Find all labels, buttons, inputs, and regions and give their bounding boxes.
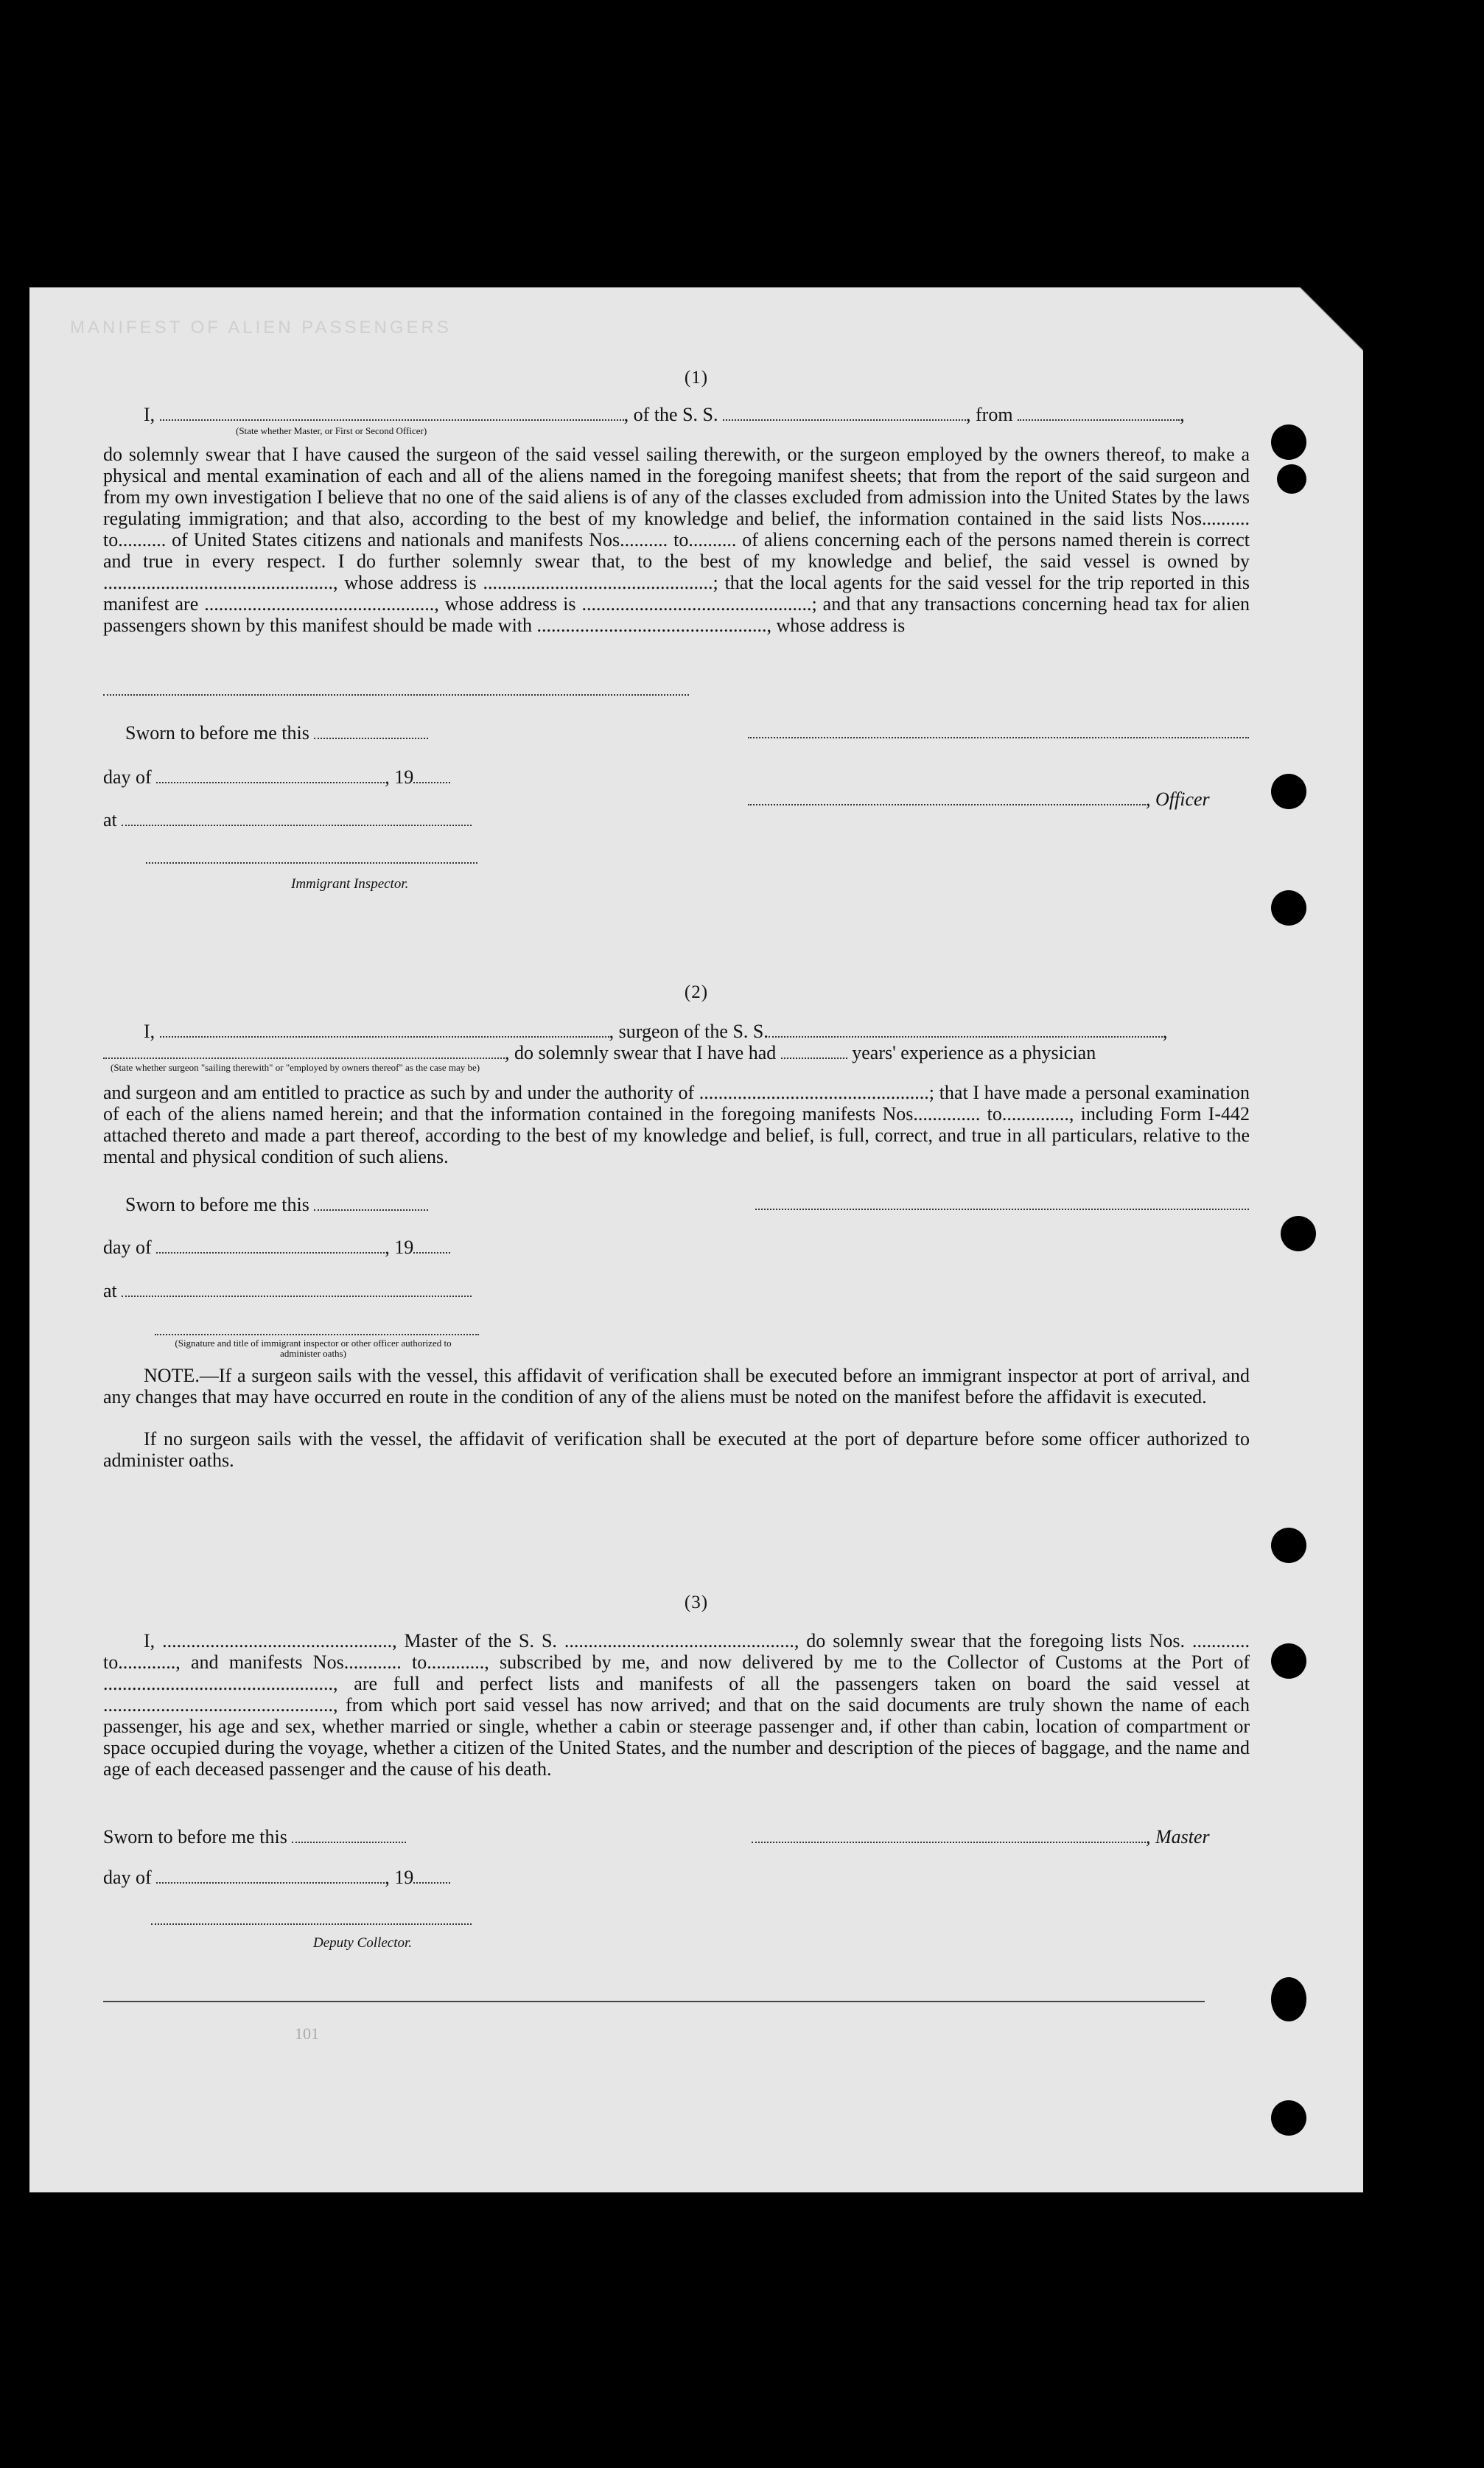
- s2-years-field[interactable]: [781, 1044, 847, 1059]
- s2-year-label: , 19: [385, 1237, 414, 1258]
- s1-vessel-field[interactable]: [723, 406, 966, 421]
- s3-year-label: , 19: [385, 1867, 414, 1888]
- punch-hole: [1271, 1643, 1306, 1679]
- punch-hole: [1271, 774, 1306, 809]
- s2-note-paragraph-2: If no surgeon sails with the vessel, the affidavit of verification shall be executed at the port of departure before some officer authorized to administer oaths.: [103, 1428, 1250, 1471]
- s3-master-label: , Master: [1146, 1826, 1210, 1847]
- s1-officer-note: (State whether Master, or First or Second Officer): [236, 425, 427, 436]
- s1-of-ss-label: , of the S. S.: [623, 404, 718, 425]
- s1-year-label: , 19: [385, 766, 414, 788]
- s1-day-line: [103, 766, 450, 788]
- s3-year-field[interactable]: [413, 1869, 450, 1884]
- s2-surgeon-signature-field[interactable]: [755, 1209, 1249, 1210]
- s3-deputy-signature-field[interactable]: [151, 1923, 472, 1925]
- s1-sworn-date-field[interactable]: [314, 724, 428, 739]
- s2-capacity-note: (State whether surgeon "sailing therewith" or "employed by owners thereof" as the case may be): [111, 1062, 480, 1073]
- s2-day-label: day of: [103, 1237, 152, 1258]
- s1-sworn-label: Sworn to before me this: [125, 722, 309, 744]
- faint-stamp: 101: [295, 2024, 319, 2043]
- s3-day-line: [103, 1867, 450, 1888]
- s1-line1: [144, 404, 1185, 425]
- s1-officer-title-field[interactable]: [748, 791, 1146, 805]
- s3-master-line: [752, 1826, 1210, 1847]
- s1-at-line: [103, 809, 472, 831]
- s2-capacity-field[interactable]: [103, 1044, 505, 1059]
- s3-day-field[interactable]: [156, 1869, 385, 1884]
- manifest-affidavit-page: [29, 287, 1363, 2192]
- s3-sworn-line: [103, 1826, 406, 1847]
- section-1-number: (1): [684, 368, 709, 388]
- s2-swear-label: , do solemnly swear that I have had: [505, 1042, 777, 1063]
- section-3-number: (3): [684, 1593, 709, 1612]
- s2-i-label: I,: [144, 1021, 155, 1042]
- s1-sworn-line: [125, 722, 428, 744]
- s1-day-label: day of: [103, 766, 152, 788]
- s2-at-label: at: [103, 1280, 117, 1301]
- punch-hole: [1271, 1528, 1306, 1563]
- s3-deputy-label: Deputy Collector.: [313, 1935, 413, 1951]
- s2-vessel-field[interactable]: [769, 1023, 1163, 1038]
- s3-day-label: day of: [103, 1867, 152, 1888]
- faint-bleed-through-header: MANIFEST OF ALIEN PASSENGERS: [70, 318, 452, 338]
- s1-inspector-label: Immigrant Inspector.: [291, 876, 409, 892]
- s1-at-label: at: [103, 809, 117, 831]
- s2-inspector-signature-field[interactable]: [155, 1334, 479, 1335]
- s2-signature-note: (Signature and title of immigrant inspector or other officer authorized to administer oaths): [175, 1338, 452, 1359]
- s1-officer-label: , Officer: [1146, 789, 1210, 810]
- s2-at-field[interactable]: [122, 1282, 472, 1297]
- s1-address-continuation-field[interactable]: [103, 694, 689, 696]
- s2-note-paragraph: NOTE.—If a surgeon sails with the vessel, this affidavit of verification shall be executed before an immigrant inspector at port of arrival, and any changes that may have occurred en route in the condition of any of the aliens must be noted on the manifest before the affidavit is executed.: [103, 1365, 1250, 1408]
- s3-sworn-label: Sworn to before me this: [103, 1826, 287, 1847]
- punch-hole: [1271, 424, 1306, 460]
- s1-comma: ,: [1180, 404, 1185, 425]
- s2-day-field[interactable]: [156, 1239, 385, 1254]
- s3-sworn-date-field[interactable]: [292, 1828, 406, 1843]
- s2-line2: [103, 1042, 1096, 1063]
- s1-body: do solemnly swear that I have caused the surgeon of the said vessel sailing therewith, or the surgeon employed by the owners thereof, to make a physical and mental examination of each and all of the aliens named in the foregoing manifest sheets; that from the report of the said surgeon and from my own investigation I believe that no one of the said aliens is of any of the classes excluded from admission into the United States by the laws regulating immigration; and that also, according to the best of my knowledge and belief, the information contained in the said lists Nos.......... to.......... of United States citizens and nationals and manifests Nos.......... to.......... of aliens concerning each of the persons named therein is correct and true in every respect. I do further solemnly swear that, to the best of my knowledge and belief, the said vessel is owned by ................................................, whose address is ................................................; that the local agents for the said vessel for the trip reported in this manifest are ................................................, whose address is ................................................; and that any transactions concerning head tax for alien passengers shown by this manifest should be made with ................................................, whose address is: [103, 444, 1250, 636]
- s1-at-field[interactable]: [122, 811, 472, 826]
- punch-hole: [1281, 1216, 1316, 1251]
- s3-master-signature-field[interactable]: [752, 1828, 1146, 1843]
- s1-year-field[interactable]: [413, 769, 450, 783]
- s3-body: I, ................................................, Master of the S. S. ................................................, do solemnly swear that the foregoing lists Nos. ............ to............, and manifests Nos............ to............, subscribed by me, and now delivered by me to the Collector of Customs at the Port of ................................................, are full and perfect lists and manifests of all the passengers taken on board the said vessel at ................................................, from which port said vessel has now arrived; and that on the said documents are truly shown the name of each passenger, his age and sex, whether married or single, whether a cabin or steerage passenger and, if other than cabin, location of compartment or space occupied during the voyage, whether a citizen of the United States, and the number and description of the pieces of baggage, and the name and age of each deceased passenger and the cause of his death.: [103, 1630, 1250, 1780]
- s2-sworn-line: [125, 1194, 428, 1215]
- s2-sworn-date-field[interactable]: [314, 1196, 428, 1211]
- s1-day-field[interactable]: [156, 769, 385, 783]
- s2-comma: ,: [1162, 1021, 1168, 1042]
- s1-from-label: , from: [966, 404, 1013, 425]
- s1-officer-line: [748, 789, 1210, 810]
- s2-physician-label: years' experience as a physician: [852, 1042, 1096, 1063]
- s1-name-field[interactable]: [160, 406, 624, 421]
- s1-inspector-signature-field[interactable]: [146, 862, 477, 864]
- section-2-number: (2): [684, 982, 709, 1002]
- s2-line1: [144, 1021, 1167, 1042]
- s1-from-field[interactable]: [1018, 406, 1180, 421]
- s2-day-line: [103, 1237, 450, 1258]
- s1-officer-signature-field[interactable]: [748, 737, 1249, 738]
- s2-sworn-label: Sworn to before me this: [125, 1194, 309, 1215]
- bottom-rule: [103, 2001, 1205, 2002]
- punch-hole: [1271, 1977, 1306, 2021]
- s2-body: and surgeon and am entitled to practice as such by and under the authority of ................................................; that I have made a personal examination of each of the aliens named herein; and that the information contained in the foregoing manifests Nos.............. to.............., including Form I-442 attached thereto and made a part thereof, according to the best of my knowledge and belief, is full, correct, and true in all particulars, relative to the mental and physical condition of such aliens.: [103, 1082, 1250, 1167]
- s2-surgeon-label: , surgeon of the S. S.: [609, 1021, 769, 1042]
- s2-at-line: [103, 1280, 472, 1301]
- s2-year-field[interactable]: [413, 1239, 450, 1254]
- punch-hole: [1271, 890, 1306, 926]
- s2-name-field[interactable]: [160, 1023, 609, 1038]
- punch-hole: [1277, 464, 1306, 494]
- punch-hole: [1271, 2100, 1306, 2136]
- s1-i-label: I,: [144, 404, 155, 425]
